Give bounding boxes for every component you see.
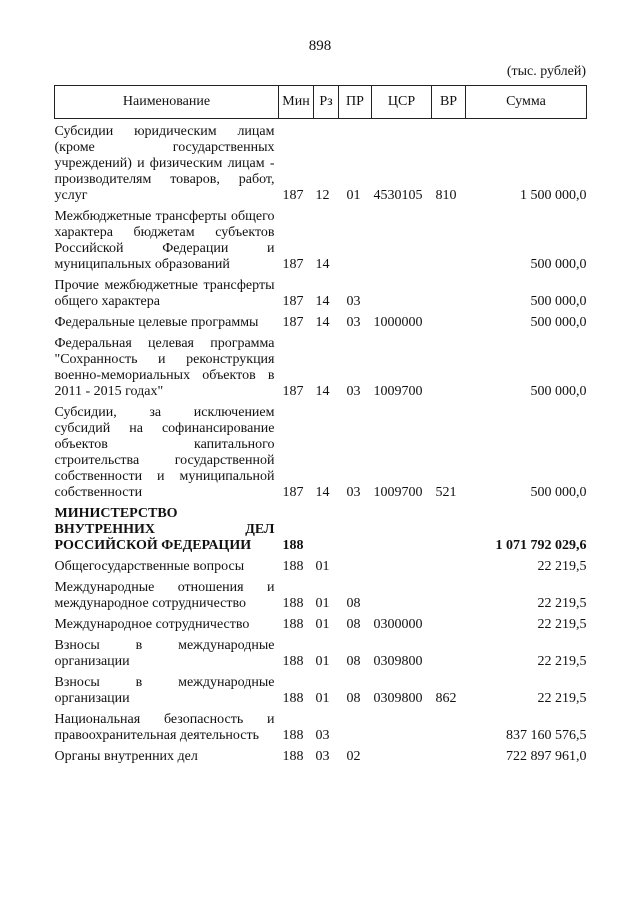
cell-name: Федеральные целевые программы [54,315,259,330]
cell-csr: 0300000 [373,617,423,632]
cell-vr [432,707,466,744]
cell-min: 188 [282,728,304,743]
cell-pr: 03 [346,315,361,330]
page-number: 898 [308,38,332,54]
cell-vr: 810 [435,188,457,203]
cell-csr: 1009700 [373,485,423,500]
table-row [55,331,587,400]
cell-csr [372,204,432,273]
cell-sum: 22 219,5 [537,596,587,611]
cell-vr [432,633,466,670]
table-row [55,612,587,633]
table-row [55,633,587,670]
table-row [55,204,587,273]
cell-sum: 1 071 792 029,6 [495,538,587,553]
cell-rz: 14 [315,485,330,500]
cell-min: 188 [282,538,304,553]
cell-pr: 08 [346,596,361,611]
cell-vr: 521 [435,485,457,500]
cell-csr: 1000000 [373,315,423,330]
cell-min: 188 [282,559,304,574]
cell-vr [432,331,466,400]
budget-table [54,85,587,765]
cell-name: Взносы в международные организации [54,638,275,669]
cell-sum: 500 000,0 [530,294,587,309]
cell-rz: 14 [315,294,330,309]
table-row [55,554,587,575]
cell-min: 187 [282,315,304,330]
cell-pr: 01 [346,188,361,203]
cell-min: 188 [282,617,304,632]
cell-rz: 01 [315,691,330,706]
header-csr: ЦСР [372,86,432,119]
cell-min: 188 [282,691,304,706]
cell-csr [372,744,432,765]
cell-vr [432,273,466,310]
cell-min: 187 [282,294,304,309]
cell-sum: 22 219,5 [537,654,587,669]
cell-vr [432,204,466,273]
table-row [55,310,587,331]
cell-sum: 22 219,5 [537,617,587,632]
cell-name: Международное сотрудничество [54,617,250,632]
header-pr: ПР [339,86,372,119]
cell-name: Органы внутренних дел [54,749,198,764]
cell-rz: 14 [315,315,330,330]
cell-name: Субсидии, за исключением субсидий на софинансирование объектов капитального строительства государственной собственности и муниципальной собственности [54,405,275,500]
cell-pr: 03 [346,384,361,399]
cell-csr [372,575,432,612]
cell-min: 187 [282,384,304,399]
table-row [55,707,587,744]
header-rz: Рз [314,86,339,119]
cell-sum: 500 000,0 [530,257,587,272]
cell-min: 188 [282,654,304,669]
cell-rz: 12 [315,188,330,203]
cell-rz [314,501,339,554]
cell-csr [372,501,432,554]
cell-vr [432,310,466,331]
cell-min: 188 [282,596,304,611]
table-row [55,273,587,310]
cell-vr [432,501,466,554]
cell-csr: 4530105 [373,188,423,203]
table-row [55,744,587,765]
table-row [55,400,587,501]
cell-name: Взносы в международные организации [54,675,275,706]
cell-rz: 14 [315,384,330,399]
cell-pr [339,707,372,744]
cell-sum: 500 000,0 [530,315,587,330]
cell-pr [339,554,372,575]
cell-name: Субсидии юридическим лицам (кроме государственных учреждений) и физическим лицам - производителям товаров, работ, услуг [54,124,275,203]
cell-pr: 08 [346,691,361,706]
header-vr: ВР [432,86,466,119]
cell-rz: 14 [315,257,330,272]
cell-sum: 500 000,0 [530,384,587,399]
cell-sum: 1 500 000,0 [520,188,587,203]
cell-vr [432,554,466,575]
cell-sum: 500 000,0 [530,485,587,500]
cell-vr: 862 [435,691,457,706]
header-min: Мин [279,86,314,119]
cell-sum: 22 219,5 [537,559,587,574]
cell-pr: 08 [346,617,361,632]
cell-name: МИНИСТЕРСТВО ВНУТРЕННИХ ДЕЛ РОССИЙСКОЙ ФЕДЕРАЦИИ [54,506,275,553]
cell-pr: 03 [346,294,361,309]
cell-rz: 03 [315,728,330,743]
cell-pr: 03 [346,485,361,500]
table-row [55,501,587,554]
cell-pr: 02 [346,749,361,764]
table-row [55,575,587,612]
header-name: Наименование [55,86,279,119]
cell-min: 187 [282,188,304,203]
cell-rz: 01 [315,654,330,669]
cell-csr [372,707,432,744]
cell-pr [339,204,372,273]
cell-sum: 22 219,5 [537,691,587,706]
cell-vr [432,612,466,633]
cell-name: Федеральная целевая программа "Сохранность и реконструкция военно-мемориальных объектов в 2011 - 2015 годах" [54,336,275,399]
cell-rz: 01 [315,617,330,632]
cell-csr: 0309800 [373,654,423,669]
units-label: (тыс. рублей) [506,64,586,79]
table-row [55,670,587,707]
table-row [55,119,587,205]
cell-name: Общегосударственные вопросы [54,559,245,574]
cell-min: 188 [282,749,304,764]
cell-pr: 08 [346,654,361,669]
cell-rz: 01 [315,559,330,574]
cell-csr [372,554,432,575]
cell-name: Межбюджетные трансферты общего характера бюджетам субъектов Российской Федерации и муниципальных образований [54,209,275,272]
cell-sum: 722 897 961,0 [506,749,587,764]
table-header-row [55,86,587,119]
cell-name: Национальная безопасность и правоохранительная деятельность [54,712,275,743]
cell-csr: 1009700 [373,384,423,399]
cell-csr [372,273,432,310]
cell-rz: 03 [315,749,330,764]
cell-min: 187 [282,485,304,500]
cell-sum: 837 160 576,5 [506,728,587,743]
table-body [55,119,587,766]
cell-name: Международные отношения и международное сотрудничество [54,580,275,611]
cell-pr [339,501,372,554]
cell-rz: 01 [315,596,330,611]
cell-csr: 0309800 [373,691,423,706]
cell-vr [432,744,466,765]
cell-min: 187 [282,257,304,272]
header-sum: Сумма [466,86,587,119]
cell-vr [432,575,466,612]
cell-name: Прочие межбюджетные трансферты общего характера [54,278,275,309]
